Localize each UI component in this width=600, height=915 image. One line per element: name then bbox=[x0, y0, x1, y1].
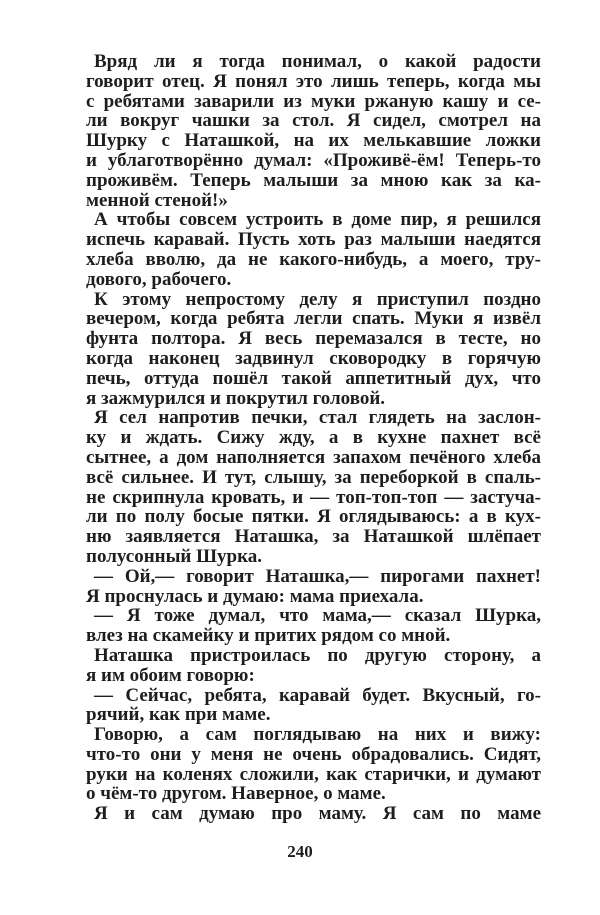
text-line: — Я тоже думал, что мама,— сказал Шурка, bbox=[94, 605, 541, 627]
text-line: Я и сам думаю про маму. Я сам по маме bbox=[94, 803, 541, 825]
text-line: Вряд ли я тогда понимал, о какой радости bbox=[94, 51, 541, 72]
text-line: не скрипнула кровать, и — топ-топ-топ — застуча- bbox=[86, 486, 541, 508]
text-line: фунта полтора. Я весь перемазался в тесте, но bbox=[86, 328, 541, 350]
text-line: влез на скамейку и притих рядом со мной. bbox=[86, 625, 451, 647]
text-line: ли по полу босые пятки. Я оглядываюсь: а в кух- bbox=[86, 506, 541, 528]
text-line: руки на коленях сложили, как старички, и думают bbox=[86, 763, 541, 785]
text-line: что-то они у меня не очень обрадовались. Сидят, bbox=[86, 743, 541, 765]
page-body bbox=[86, 52, 541, 824]
text-line: когда наконец задвинул сковородку в горячую bbox=[86, 347, 541, 369]
text-line: всё сильнее. И тут, слышу, за переборкой в спаль- bbox=[86, 466, 541, 488]
text-line: рячий, как при маме. bbox=[86, 704, 271, 726]
text-line: Наташка пристроилась по другую сторону, а bbox=[94, 644, 541, 666]
text-line: печь, оттуда пошёл такой аппетитный дух, что bbox=[86, 367, 541, 389]
text-line: и ублаготворённо думал: «Проживё-ём! Теперь-то bbox=[86, 149, 541, 171]
text-line: хлеба вволю, да не какого-нибудь, а моего, тру- bbox=[86, 248, 541, 270]
text-line: с ребятами заварили из муки ржаную кашу и се- bbox=[86, 90, 541, 112]
text-line: о чём-то другом. Наверное, о маме. bbox=[86, 783, 386, 805]
text-line: сытнее, а дом наполняется запахом печёного хлеба bbox=[86, 446, 541, 468]
text-line: испечь каравай. Пусть хоть раз малыши наедятся bbox=[86, 229, 541, 251]
text-line: ли вокруг чашки за стол. Я сидел, смотрел на bbox=[86, 110, 541, 132]
page-number: 240 bbox=[287, 842, 313, 861]
text-line: я им обоим говорю: bbox=[86, 664, 255, 686]
text-line: вечером, когда ребята легли спать. Муки я извёл bbox=[86, 308, 541, 330]
text-line: Я сел напротив печки, стал глядеть на заслон- bbox=[94, 407, 541, 429]
text-line: ку и ждать. Сижу жду, а в кухне пахнет всё bbox=[86, 427, 541, 449]
text-line: Шурку с Наташкой, на их мелькавшие ложки bbox=[86, 130, 541, 152]
text-line: дового, рабочего. bbox=[86, 268, 232, 290]
text-line: — Сейчас, ребята, каравай будет. Вкусный, го- bbox=[94, 684, 541, 706]
text-line: менной стеной!» bbox=[86, 189, 228, 211]
text-line: Я проснулась и думаю: мама приехала. bbox=[86, 585, 424, 607]
text-line: А чтобы совсем устроить в доме пир, я решился bbox=[94, 209, 541, 231]
text-line: проживём. Теперь малыши за мною как за ка- bbox=[86, 169, 541, 191]
text-line: говорит отец. Я понял это лишь теперь, когда мы bbox=[86, 70, 541, 92]
text-line: — Ой,— говорит Наташка,— пирогами пахнет! bbox=[94, 565, 541, 587]
text-line: полусонный Шурка. bbox=[86, 545, 262, 567]
text-line: К этому непростому делу я приступил поздно bbox=[94, 288, 541, 310]
text-line: я зажмурился и покрутил головой. bbox=[86, 387, 386, 409]
text-line: Говорю, а сам поглядываю на них и вижу: bbox=[94, 724, 541, 746]
text-line: ню заявляется Наташка, за Наташкой шлёпает bbox=[86, 526, 541, 548]
